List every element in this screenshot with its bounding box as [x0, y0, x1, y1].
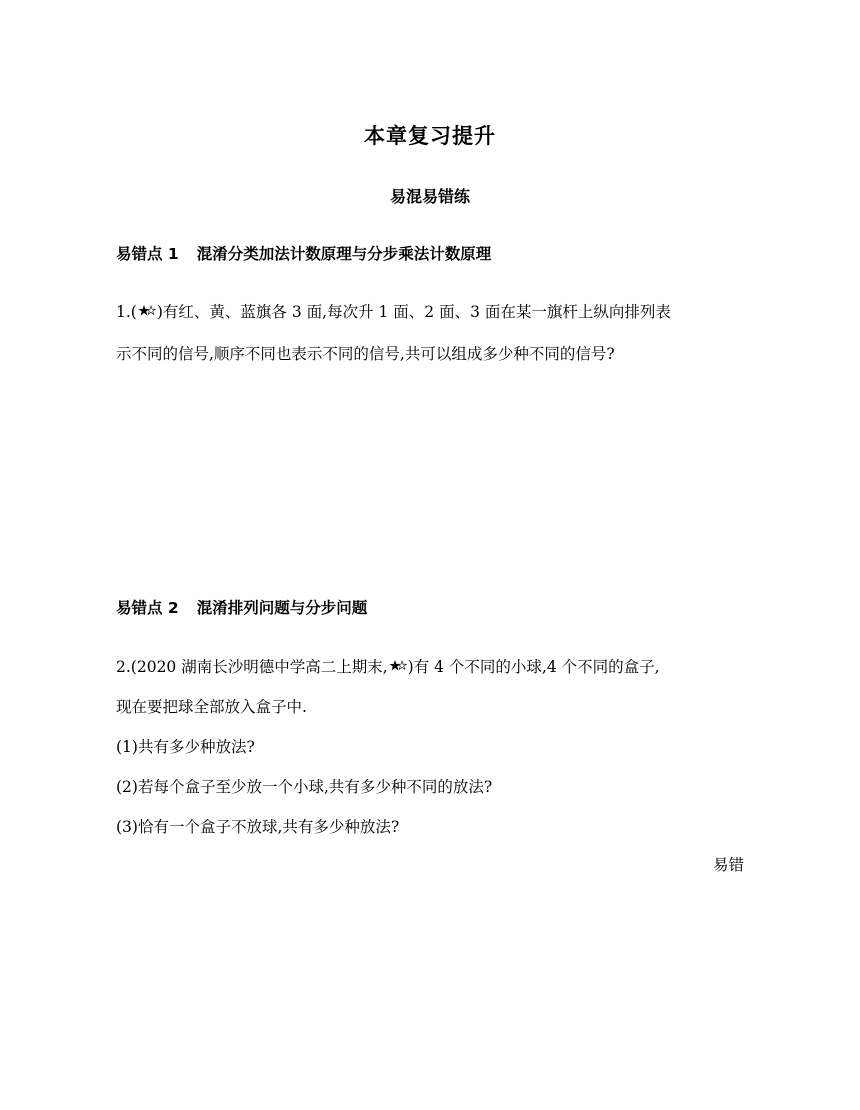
page-subtitle: 易混易错练 — [389, 187, 470, 206]
section-label-2: 易错点 2 — [116, 599, 179, 617]
problem-1-number: 1. — [116, 303, 131, 321]
section-label-1: 易错点 1 — [116, 245, 179, 263]
section-title-2: 混淆排列问题与分步问题 — [196, 599, 368, 617]
star-icon — [138, 304, 156, 318]
sub-question-1: (1)共有多少种放法? — [116, 738, 255, 756]
problem-2-line-2: 现在要把球全部放入盒子中. — [116, 698, 307, 716]
section-title-1: 混淆分类加法计数原理与分步乘法计数原理 — [196, 245, 492, 263]
problem-2-source-close: ) — [407, 658, 414, 676]
page-title: 本章复习提升 — [364, 124, 496, 148]
problem-1-line-2: 示不同的信号,顺序不同也表示不同的信号,共可以组成多少种不同的信号? — [116, 345, 615, 363]
section-heading-2 — [116, 596, 367, 618]
sub-question-2: (2)若每个盒子至少放一个小球,共有多少种不同的放法? — [116, 778, 493, 796]
problem-2-line-1 — [116, 655, 660, 677]
problem-1-line-1 — [116, 300, 671, 322]
problem-2-text-1: 有 4 个不同的小球,4 个不同的盒子, — [413, 658, 660, 676]
sub-question-3: (3)恰有一个盒子不放球,共有多少种放法? — [116, 818, 400, 836]
section-heading-1 — [116, 242, 491, 264]
star-icon — [389, 659, 407, 673]
trailing-text: 易错 — [712, 856, 744, 874]
problem-2-number: 2. — [116, 658, 131, 676]
problem-2-source-open: (2020 湖南长沙明德中学高二上期末, — [130, 658, 388, 676]
problem-1-source-open: ( — [130, 303, 137, 321]
problem-1-text-1: 有红、黄、蓝旗各 3 面,每次升 1 面、2 面、3 面在某一旗杆上纵向排列表 — [162, 303, 671, 321]
problem-1-source-close: ) — [156, 303, 163, 321]
